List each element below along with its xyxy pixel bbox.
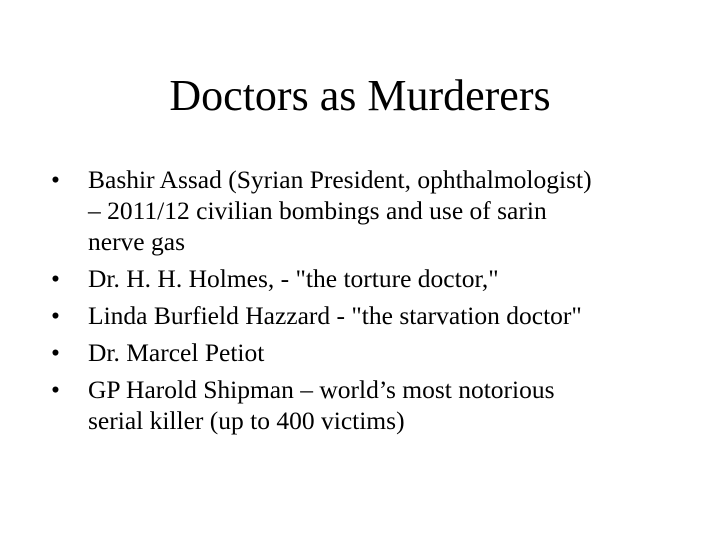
bullet-item-hazzard <box>51 300 708 331</box>
bullet-list <box>51 164 708 436</box>
bullet-dot-icon: • <box>51 264 60 293</box>
bullet-dot-icon: • <box>51 301 60 330</box>
bullet-item-assad <box>51 164 708 257</box>
bullet-dot-icon: • <box>51 338 60 367</box>
bullet-dot-icon: • <box>51 165 60 194</box>
bullet-dot-icon: • <box>51 375 60 404</box>
bullet-text-line: nerve gas <box>88 227 185 256</box>
bullet-text-line: GP Harold Shipman – world’s most notorious <box>88 375 555 404</box>
bullet-item-holmes <box>51 263 708 294</box>
bullet-item-petiot <box>51 337 708 368</box>
bullet-text-line: Dr. H. H. Holmes, - "the torture doctor," <box>88 264 499 293</box>
bullet-item-shipman <box>51 374 708 436</box>
bullet-text-line: serial killer (up to 400 victims) <box>88 406 405 435</box>
bullet-text-line: Dr. Marcel Petiot <box>88 338 265 367</box>
bullet-text-line: Linda Burfield Hazzard - "the starvation doctor" <box>88 301 582 330</box>
bullet-text-line: Bashir Assad (Syrian President, ophthalmologist) <box>88 165 592 194</box>
slide-title: Doctors as Murderers <box>169 71 551 120</box>
bullet-text-line: – 2011/12 civilian bombings and use of sarin <box>88 196 547 225</box>
